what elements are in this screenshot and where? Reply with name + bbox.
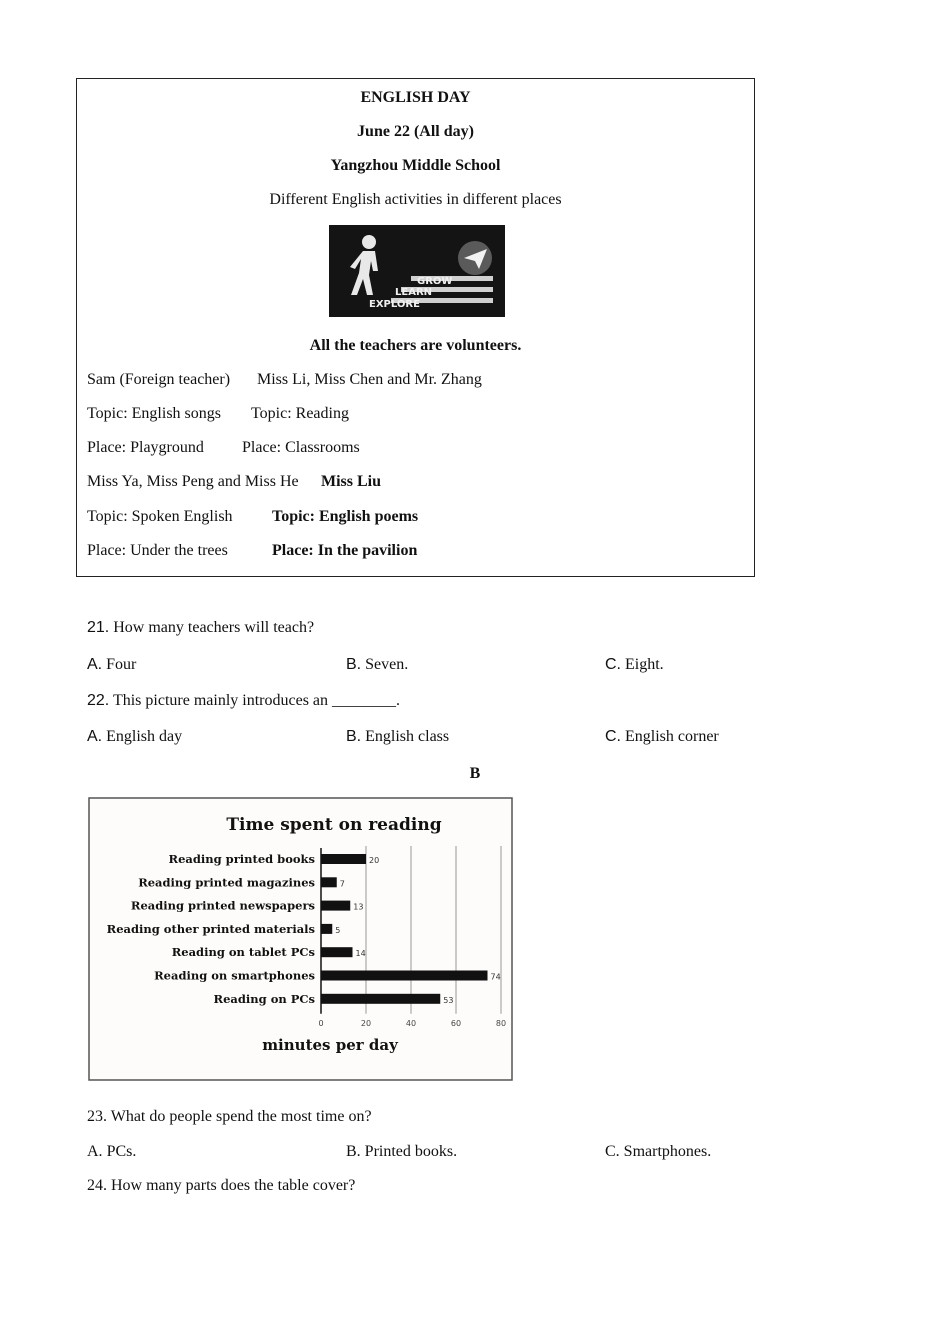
grow-learn-explore-logo	[329, 225, 505, 317]
q22-option-a[interactable]: A. English day	[87, 728, 183, 745]
chart-bar	[321, 947, 353, 957]
logo-word-learn: LEARN	[395, 287, 433, 298]
chart-value-label: 74	[490, 972, 501, 982]
chart-bar	[321, 854, 366, 864]
notice-subtitle: Different English activities in different places	[269, 191, 562, 208]
question-21	[87, 619, 314, 637]
q21-option-b[interactable]: B. Seven.	[346, 656, 409, 673]
volunteers-note: All the teachers are volunteers.	[309, 337, 522, 354]
question-text: How many teachers will teach?	[109, 619, 315, 636]
question-number: 21.	[87, 619, 110, 636]
chart-value-label: 20	[369, 856, 380, 865]
row1-left: Sam (Foreign teacher)	[87, 371, 231, 388]
chart-x-tick-label: 40	[405, 1018, 417, 1028]
q23-option-c[interactable]: C. Smartphones.	[605, 1143, 712, 1160]
row3-left: Place: Playground	[87, 439, 204, 456]
question-number: 24.	[87, 1177, 107, 1194]
row2-right: Topic: Reading	[251, 405, 349, 422]
notice-school: Yangzhou Middle School	[330, 157, 501, 174]
row3-right: Place: Classrooms	[242, 439, 360, 456]
question-text: What do people spend the most time on?	[107, 1108, 372, 1125]
logo-word-explore: EXPLORE	[369, 299, 420, 310]
chart-category-label: Reading on tablet PCs	[171, 945, 315, 960]
chart-value-label: 7	[339, 879, 345, 889]
logo-word-grow: GROW	[417, 276, 453, 287]
question-24	[87, 1177, 355, 1195]
chart-bar	[321, 924, 332, 934]
q23-option-a[interactable]: A. PCs.	[87, 1143, 137, 1160]
row2-left: Topic: English songs	[87, 405, 221, 422]
row4-left: Miss Ya, Miss Peng and Miss He	[87, 473, 299, 490]
notice-date: June 22 (All day)	[357, 123, 474, 140]
section-b-heading: B	[469, 765, 481, 782]
chart-x-tick-label: 20	[360, 1018, 372, 1028]
question-text: This picture mainly introduces an ________.	[109, 692, 401, 709]
q21-option-c[interactable]: C. Eight.	[605, 656, 664, 673]
chart-category-label: Reading printed newspapers	[130, 898, 315, 913]
q22-option-b[interactable]: B. English class	[346, 728, 450, 745]
reading-time-chart	[88, 796, 514, 1082]
chart-category-label: Reading printed magazines	[138, 875, 315, 890]
row6-right: Place: In the pavilion	[272, 542, 418, 559]
chart-x-axis-label: minutes per day	[262, 1035, 398, 1054]
chart-x-tick-label: 80	[495, 1018, 507, 1028]
question-number: 23.	[87, 1108, 107, 1125]
question-22	[87, 692, 400, 710]
question-number: 22.	[87, 692, 110, 709]
notice-title: ENGLISH DAY	[360, 89, 471, 106]
chart-bar	[321, 901, 350, 911]
chart-value-label: 13	[353, 902, 364, 912]
chart-value-label: 14	[355, 949, 366, 959]
chart-category-label: Reading on PCs	[213, 991, 315, 1006]
chart-category-label: Reading other printed materials	[106, 921, 315, 936]
row1-right: Miss Li, Miss Chen and Mr. Zhang	[257, 371, 482, 388]
question-text: How many parts does the table cover?	[107, 1177, 356, 1194]
row4-right: Miss Liu	[321, 473, 382, 490]
chart-x-tick-label: 60	[450, 1018, 462, 1028]
chart-title: Time spent on reading	[226, 815, 442, 835]
reading-time-chart-svg	[88, 796, 514, 1082]
chart-bar	[321, 994, 440, 1004]
question-23	[87, 1108, 372, 1126]
chart-bar	[321, 971, 488, 981]
chart-category-label: Reading on smartphones	[154, 968, 315, 983]
q23-option-b[interactable]: B. Printed books.	[346, 1143, 458, 1160]
q22-option-c[interactable]: C. English corner	[605, 728, 719, 745]
walking-person-icon	[329, 225, 505, 317]
chart-bar	[321, 877, 337, 887]
q21-option-a[interactable]: A. Four	[87, 656, 137, 673]
row6-left: Place: Under the trees	[87, 542, 228, 559]
chart-category-label: Reading printed books	[168, 852, 315, 866]
english-day-notice	[76, 78, 755, 577]
chart-x-tick-label: 0	[318, 1018, 324, 1028]
chart-value-label: 5	[335, 925, 341, 935]
row5-left: Topic: Spoken English	[87, 508, 233, 525]
row5-right: Topic: English poems	[272, 508, 419, 525]
chart-value-label: 53	[443, 995, 454, 1005]
